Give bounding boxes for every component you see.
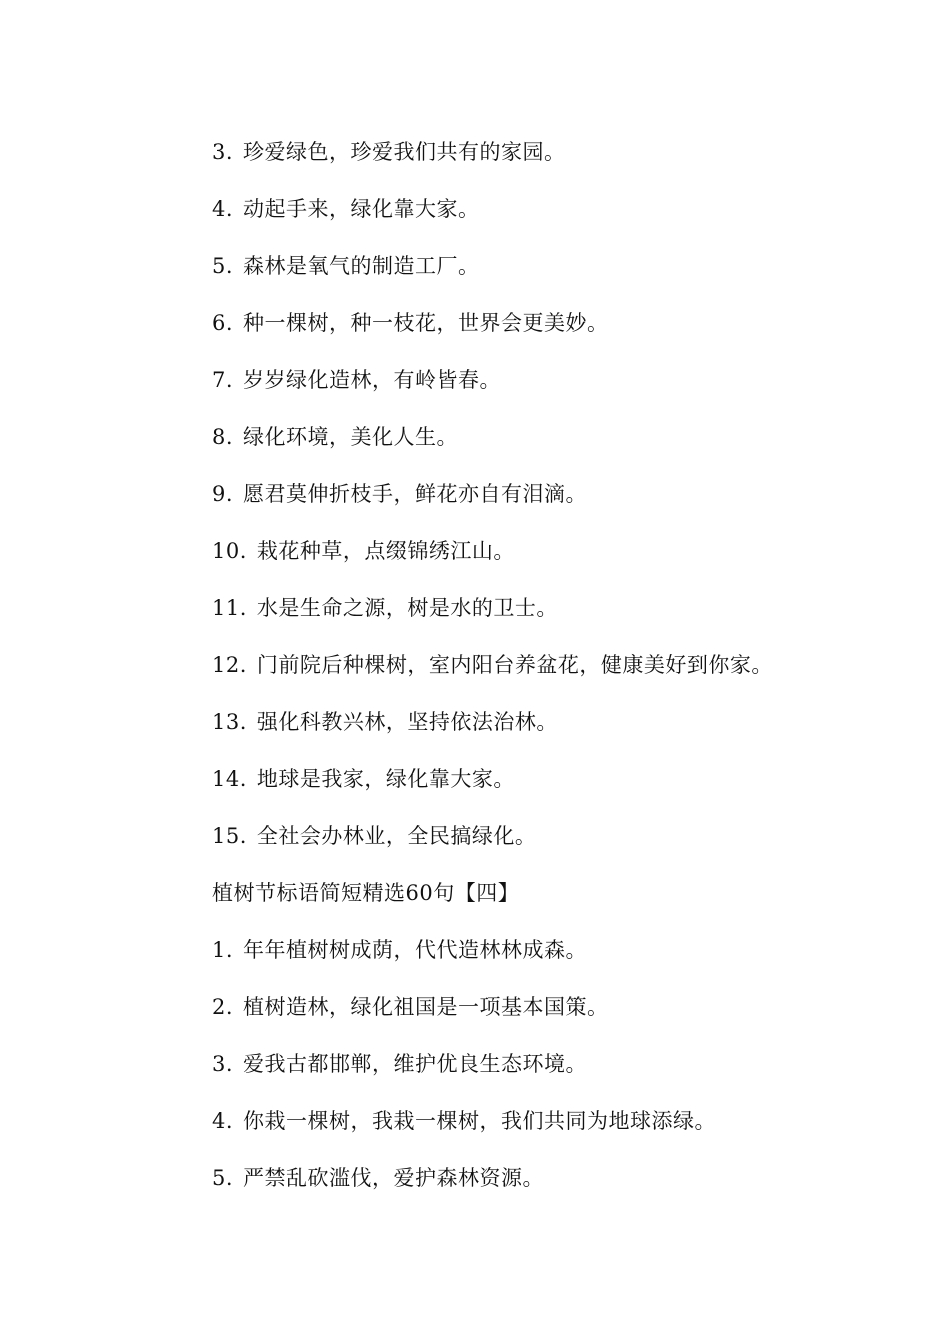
item-text: 地球是我家，绿化靠大家。 [256, 767, 515, 791]
item-number: 12. [212, 653, 247, 677]
list-item [212, 306, 912, 363]
list-item [212, 420, 912, 477]
item-text: 你栽一棵树，我栽一棵树，我们共同为地球添绿。 [243, 1109, 717, 1133]
item-number: 3. [212, 1052, 234, 1076]
item-number: 4. [212, 1109, 234, 1133]
item-number: 3. [212, 140, 234, 164]
list-item [212, 933, 912, 990]
item-number: 5. [212, 254, 234, 278]
section-heading: 植树节标语简短精选60句【四】 [212, 881, 520, 905]
item-text: 种一棵树，种一枝花，世界会更美妙。 [243, 311, 609, 335]
item-number: 15. [212, 824, 247, 848]
item-number: 1. [212, 938, 234, 962]
item-text: 强化科教兴林，坚持依法治林。 [256, 710, 558, 734]
item-text: 栽花种草，点缀锦绣江山。 [256, 539, 515, 563]
list-item [212, 249, 912, 306]
item-number: 11. [212, 596, 247, 620]
list-item [212, 1047, 912, 1104]
item-text: 动起手来，绿化靠大家。 [243, 197, 480, 221]
item-text: 愿君莫伸折枝手，鲜花亦自有泪滴。 [243, 482, 588, 506]
item-text: 岁岁绿化造林，有岭皆春。 [243, 368, 502, 392]
list-item [212, 990, 912, 1047]
list-item [212, 648, 912, 705]
list-item [212, 1104, 912, 1161]
item-text: 植树造林，绿化祖国是一项基本国策。 [243, 995, 609, 1019]
item-number: 8. [212, 425, 234, 449]
list-item [212, 705, 912, 762]
list-item [212, 135, 912, 192]
item-text: 门前院后种棵树，室内阳台养盆花，健康美好到你家。 [256, 653, 773, 677]
item-text: 爱我古都邯郸，维护优良生态环境。 [243, 1052, 588, 1076]
item-text: 绿化环境，美化人生。 [243, 425, 459, 449]
list-item [212, 534, 912, 591]
item-text: 全社会办林业，全民搞绿化。 [256, 824, 537, 848]
item-text: 水是生命之源，树是水的卫士。 [256, 596, 558, 620]
slogan-list [212, 135, 912, 1218]
item-number: 4. [212, 197, 234, 221]
list-item [212, 477, 912, 534]
item-text: 严禁乱砍滥伐，爱护森林资源。 [243, 1166, 545, 1190]
list-item [212, 591, 912, 648]
list-item [212, 363, 912, 420]
item-number: 9. [212, 482, 234, 506]
list-item [212, 819, 912, 876]
item-number: 2. [212, 995, 234, 1019]
item-number: 7. [212, 368, 234, 392]
item-text: 森林是氧气的制造工厂。 [243, 254, 480, 278]
item-number: 5. [212, 1166, 234, 1190]
item-number: 13. [212, 710, 247, 734]
item-number: 6. [212, 311, 234, 335]
list-item [212, 762, 912, 819]
item-text: 珍爱绿色，珍爱我们共有的家园。 [243, 140, 566, 164]
item-text: 年年植树树成荫，代代造林林成森。 [243, 938, 588, 962]
item-number: 10. [212, 539, 247, 563]
item-number: 14. [212, 767, 247, 791]
list-item [212, 1161, 912, 1218]
list-item [212, 192, 912, 249]
